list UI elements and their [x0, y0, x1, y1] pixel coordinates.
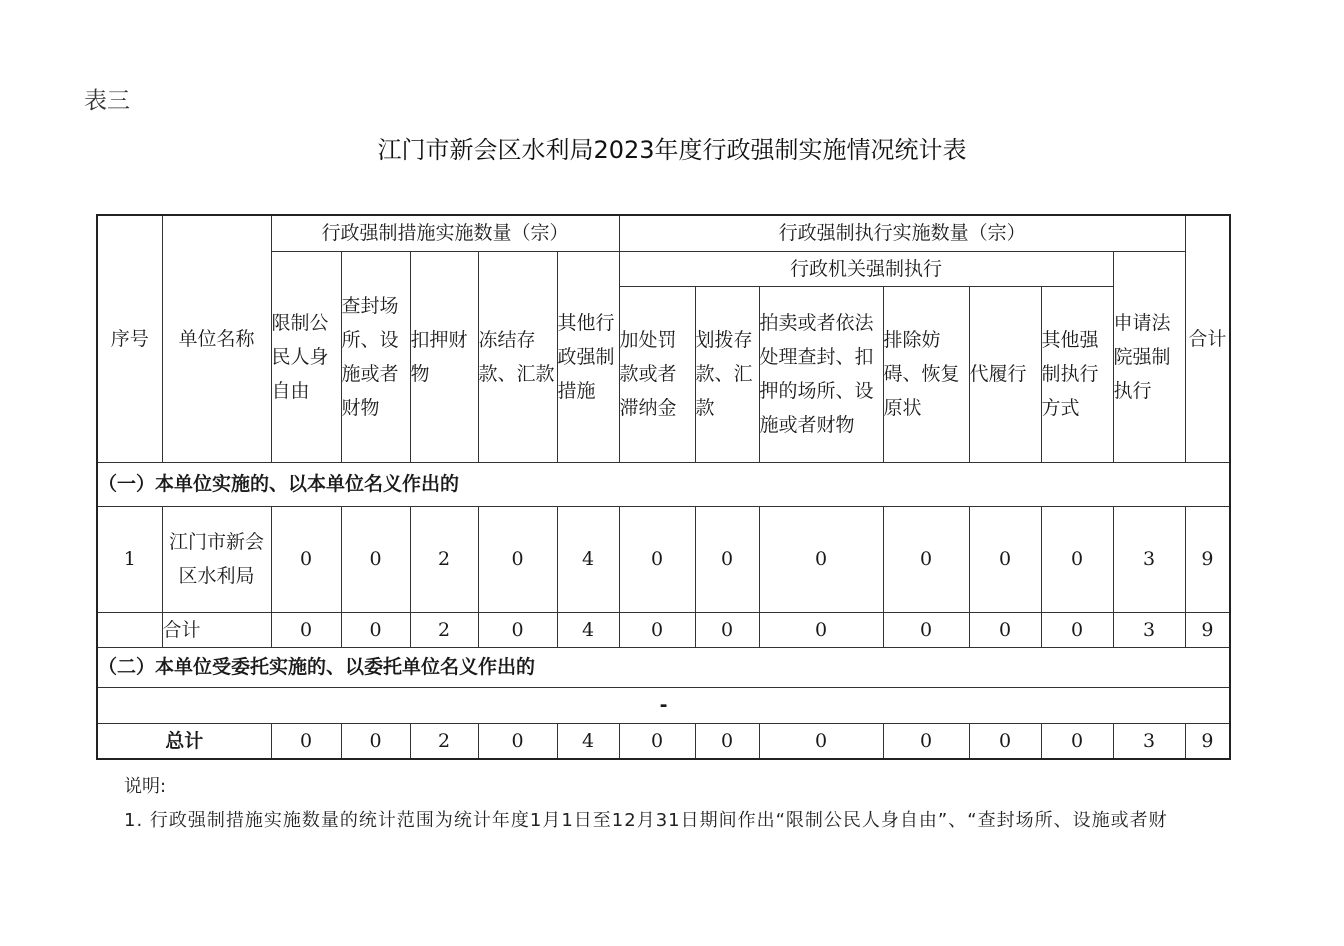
header-measure-1: 限制公民人身自由 [271, 251, 341, 462]
header-total: 合计 [1185, 215, 1230, 462]
cell: 0 [883, 612, 969, 647]
cell: 0 [969, 612, 1041, 647]
cell: 0 [759, 506, 883, 612]
header-agency-item-2: 划拨存款、汇款 [695, 286, 759, 462]
cell: 0 [695, 506, 759, 612]
cell: 0 [271, 506, 341, 612]
header-agency-item-1: 加处罚款或者滞纳金 [619, 286, 695, 462]
note-1: 1. 行政强制措施实施数量的统计范围为统计年度1月1日至12月31日期间作出“限制公民人身自由”、“查封场所、设施或者财 [124, 810, 1168, 831]
cell: 0 [1041, 612, 1113, 647]
cell: 0 [619, 506, 695, 612]
header-court-execution: 申请法院强制执行 [1113, 251, 1185, 462]
cell: 0 [341, 612, 410, 647]
header-agency-execution: 行政机关强制执行 [619, 251, 1113, 286]
cell: 0 [1041, 506, 1113, 612]
table-row [97, 506, 1230, 612]
cell: 0 [759, 723, 883, 759]
header-agency-item-3: 拍卖或者依法处理查封、扣押的场所、设施或者财物 [759, 286, 883, 462]
grand-total-label: 总计 [97, 723, 271, 759]
cell: 2 [410, 506, 478, 612]
statistics-table [96, 214, 1231, 760]
cell: 0 [478, 612, 557, 647]
header-measures-group: 行政强制措施实施数量（宗） [271, 215, 619, 251]
header-agency-item-5: 代履行 [969, 286, 1041, 462]
header-seq: 序号 [97, 215, 162, 462]
grand-total-row [97, 723, 1230, 759]
cell: 0 [341, 723, 410, 759]
cell: 0 [478, 723, 557, 759]
cell: 0 [883, 506, 969, 612]
row-seq: 1 [97, 506, 162, 612]
cell: 0 [695, 612, 759, 647]
cell: 0 [969, 506, 1041, 612]
cell: 0 [759, 612, 883, 647]
section-1-heading: （一）本单位实施的、以本单位名义作出的 [97, 462, 1230, 506]
cell: 0 [619, 612, 695, 647]
cell: 3 [1113, 612, 1185, 647]
header-execution-group: 行政强制执行实施数量（宗） [619, 215, 1185, 251]
cell: 9 [1185, 723, 1230, 759]
cell: 2 [410, 612, 478, 647]
cell: 0 [619, 723, 695, 759]
table-label: 表三 [84, 88, 130, 114]
section-2-heading: （二）本单位受委托实施的、以委托单位名义作出的 [97, 647, 1230, 687]
cell: 0 [271, 612, 341, 647]
header-measure-5: 其他行政强制措施 [557, 251, 619, 462]
section-2-empty-value: - [97, 687, 1230, 723]
page-title: 江门市新会区水利局2023年度行政强制实施情况统计表 [377, 136, 967, 164]
cell: 4 [557, 723, 619, 759]
subtotal-seq-empty [97, 612, 162, 647]
subtotal-row [97, 612, 1230, 647]
cell: 0 [341, 506, 410, 612]
cell: 4 [557, 612, 619, 647]
header-agency-item-6: 其他强制执行方式 [1041, 286, 1113, 462]
cell: 9 [1185, 612, 1230, 647]
notes-label: 说明: [124, 776, 167, 797]
cell: 3 [1113, 506, 1185, 612]
cell: 0 [695, 723, 759, 759]
row-unit-name: 江门市新会区水利局 [162, 506, 271, 612]
header-measure-3: 扣押财物 [410, 251, 478, 462]
header-unit-name: 单位名称 [162, 215, 271, 462]
cell: 9 [1185, 506, 1230, 612]
subtotal-label: 合计 [162, 612, 271, 647]
header-measure-2: 查封场所、设施或者财物 [341, 251, 410, 462]
header-agency-item-4: 排除妨碍、恢复原状 [883, 286, 969, 462]
cell: 3 [1113, 723, 1185, 759]
cell: 0 [883, 723, 969, 759]
cell: 4 [557, 506, 619, 612]
cell: 0 [969, 723, 1041, 759]
cell: 0 [271, 723, 341, 759]
cell: 0 [478, 506, 557, 612]
header-measure-4: 冻结存款、汇款 [478, 251, 557, 462]
cell: 2 [410, 723, 478, 759]
cell: 0 [1041, 723, 1113, 759]
